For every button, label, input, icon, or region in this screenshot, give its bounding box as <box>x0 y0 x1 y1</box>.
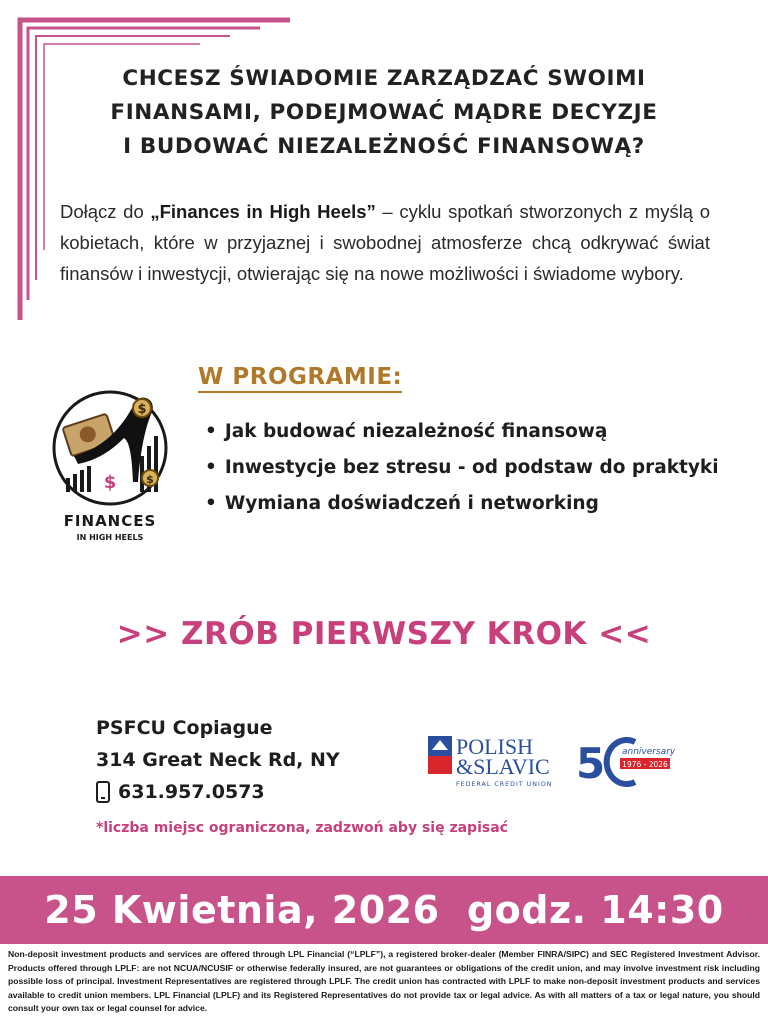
logo-wordmark: FINANCES <box>63 512 157 530</box>
intro-text-start: Dołącz do <box>60 201 151 222</box>
phone-icon <box>96 781 110 803</box>
headline-line-3: I BUDOWAĆ NIEZALEŻNOŚĆ FINANSOWĄ? <box>123 134 645 159</box>
logo-tagline: IN HIGH HEELS <box>76 533 144 542</box>
intro-text-rest: – cyklu spotkań stworzonych z myślą o kobietach, które w przyjaznej i swobodnej atmosferze chcą odkrywać świat finansów i inwestycji, otwierając się na nowe możliwości i świadome wybory. <box>60 201 710 284</box>
branch-address: 314 Great Neck Rd, NY <box>96 749 340 771</box>
phone-number[interactable]: 631.957.0573 <box>118 781 265 803</box>
svg-text:5: 5 <box>576 739 606 788</box>
limited-seats-note: *liczba miejsc ograniczona, zadzwoń aby się zapisać <box>96 820 508 836</box>
program-item: • Wymiana doświadczeń i networking <box>205 486 719 522</box>
program-list <box>205 414 719 522</box>
brand-slavic: &SLAVIC <box>456 754 550 779</box>
brand-anniversary: anniversary <box>622 747 676 757</box>
call-to-action: >> ZRÓB PIERWSZY KROK << <box>116 616 652 652</box>
svg-text:$: $ <box>137 402 147 417</box>
program-item: • Jak budować niezależność finansową <box>205 414 719 450</box>
program-heading: W PROGRAMIE: <box>198 364 403 390</box>
headline-line-2: FINANSAMI, PODEJMOWAĆ MĄDRE DECYZJE <box>110 100 658 125</box>
legal-disclaimer: Non-deposit investment products and services are offered through LPL Financial (“LPLF”), a registered broker-dealer (Member FINRA/SIPC) and SEC Registered Investment Advisor. Products offered through LPLF: are not NCUA/NCUSIF or otherwise federally insured, are not guarantees or obligations of the credit union, and may involve investment risk including possible loss of principal. Investment Representatives are registered through LPLF. The credit union has contracted with LPLF to make non-deposit investment products and services available to credit union members. LPL Financial (LPLF) and its Registered Representatives do not provide tax or legal advice. As with all matters of a tax or legal nature, you should consult your own tax or legal counsel for advice. <box>8 949 760 1013</box>
event-date: 25 Kwietnia, 2026 godz. 14:30 <box>44 888 724 932</box>
branch-name: PSFCU Copiague <box>96 717 273 739</box>
brand-years: 1976 - 2026 <box>622 760 668 769</box>
event-date-banner <box>0 876 768 944</box>
program-name: „Finances in High Heels” <box>150 201 376 222</box>
svg-text:$: $ <box>103 472 117 493</box>
program-item: • Inwestycje bez stresu - od podstaw do praktyki <box>205 450 719 486</box>
phone-line <box>96 776 340 808</box>
brand-tagline: FEDERAL CREDIT UNION <box>456 781 553 788</box>
brand-polish: POLISH <box>456 734 534 759</box>
contact-block <box>96 712 340 808</box>
intro-paragraph <box>60 196 710 289</box>
svg-text:$: $ <box>146 473 154 486</box>
headline-line-1: CHCESZ ŚWIADOMIE ZARZĄDZAĆ SWOIMI <box>122 66 646 91</box>
polish-slavic-fcu-logo <box>426 732 676 792</box>
finances-in-high-heels-logo <box>44 386 176 546</box>
headline <box>70 62 698 164</box>
